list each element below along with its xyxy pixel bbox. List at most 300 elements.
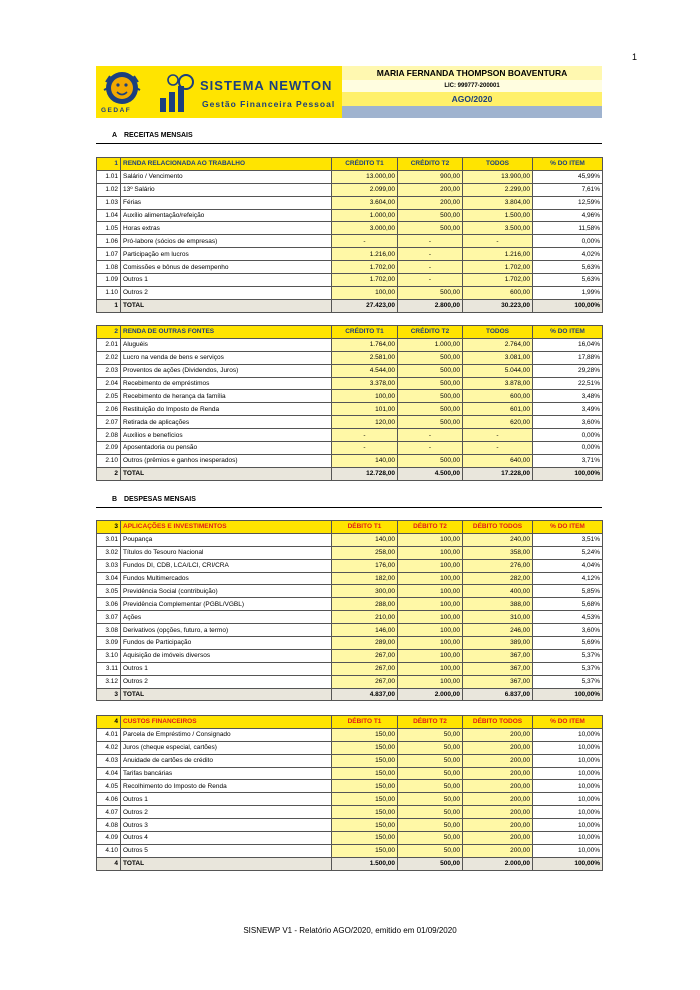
item-value: 267,00 (332, 675, 398, 688)
page-footer: SISNEWP V1 - Relatório AGO/2020, emitido em 01/09/2020 (243, 926, 457, 935)
item-code: 4.04 (97, 767, 121, 780)
item-percentage: 5,68% (533, 598, 603, 611)
income-work-table (96, 157, 603, 313)
item-value: 100,00 (398, 637, 463, 650)
item-percentage: 5,24% (533, 546, 603, 559)
header-banner (96, 66, 602, 118)
brand-block (96, 66, 342, 118)
item-percentage: 10,00% (533, 844, 603, 857)
item-value: 500,00 (398, 351, 463, 364)
table-row (97, 222, 603, 235)
table-row (97, 662, 603, 675)
item-value: - (463, 235, 533, 248)
item-percentage: 10,00% (533, 832, 603, 845)
owner-name: MARIA FERNANDA THOMPSON BOAVENTURA (342, 66, 602, 80)
item-value: 200,00 (463, 844, 533, 857)
section-b-heading (96, 496, 602, 508)
table-row (97, 442, 603, 455)
group-code: 4 (97, 716, 121, 729)
item-percentage: 3,49% (533, 403, 603, 416)
total-value: 2.000,00 (463, 857, 533, 870)
item-percentage: 10,00% (533, 793, 603, 806)
item-value: 150,00 (332, 780, 398, 793)
item-description: Ações (121, 611, 332, 624)
item-value: 200,00 (463, 767, 533, 780)
item-description: Outros 2 (121, 806, 332, 819)
item-value: 50,00 (398, 767, 463, 780)
total-percentage: 100,00% (533, 467, 603, 480)
item-code: 3.09 (97, 637, 121, 650)
lion-logo-icon (100, 70, 144, 112)
item-percentage: 12,59% (533, 196, 603, 209)
item-code: 4.02 (97, 741, 121, 754)
item-percentage: 5,69% (533, 637, 603, 650)
column-header: % DO ITEM (533, 521, 603, 534)
item-percentage: 10,00% (533, 819, 603, 832)
item-value: 3.081,00 (463, 351, 533, 364)
item-percentage: 3,71% (533, 454, 603, 467)
column-header: % DO ITEM (533, 158, 603, 171)
item-value: 1.702,00 (463, 274, 533, 287)
item-value: 5.044,00 (463, 364, 533, 377)
item-value: 267,00 (332, 662, 398, 675)
item-value: - (332, 442, 398, 455)
item-value: 150,00 (332, 806, 398, 819)
item-description: Horas extras (121, 222, 332, 235)
item-value: 200,00 (463, 754, 533, 767)
item-value: 200,00 (463, 793, 533, 806)
item-value: - (398, 235, 463, 248)
table-row (97, 728, 603, 741)
table-header-row (97, 521, 603, 534)
total-label: TOTAL (121, 467, 332, 480)
table-row (97, 649, 603, 662)
table-row (97, 274, 603, 287)
item-percentage: 5,37% (533, 675, 603, 688)
table-row (97, 767, 603, 780)
table-row (97, 611, 603, 624)
table-row (97, 819, 603, 832)
table-row (97, 844, 603, 857)
section-letter: A (112, 132, 118, 139)
item-code: 4.05 (97, 780, 121, 793)
item-value: 500,00 (398, 222, 463, 235)
item-description: Restituição do Imposto de Renda (121, 403, 332, 416)
total-value: 500,00 (398, 857, 463, 870)
item-value: 500,00 (398, 454, 463, 467)
table-row (97, 546, 603, 559)
table-row (97, 196, 603, 209)
table-row (97, 624, 603, 637)
item-value: 50,00 (398, 844, 463, 857)
column-header: TODOS (463, 326, 533, 339)
item-value: 101,00 (332, 403, 398, 416)
item-value: 600,00 (463, 390, 533, 403)
item-description: Auxílio alimentação/refeição (121, 209, 332, 222)
item-code: 2.04 (97, 377, 121, 390)
item-value: 200,00 (463, 728, 533, 741)
column-header: DÉBITO TODOS (463, 521, 533, 534)
total-value: 2.800,00 (398, 299, 463, 312)
license-number: LIC: 999777-200001 (342, 80, 602, 92)
item-code: 3.05 (97, 585, 121, 598)
item-value: 100,00 (398, 675, 463, 688)
item-percentage: 45,99% (533, 170, 603, 183)
group-code: 3 (97, 521, 121, 534)
item-value: 50,00 (398, 806, 463, 819)
item-code: 2.08 (97, 429, 121, 442)
section-title: DESPESAS MENSAIS (123, 496, 196, 503)
item-value: 50,00 (398, 741, 463, 754)
item-value: 100,00 (332, 390, 398, 403)
item-code: 4.06 (97, 793, 121, 806)
item-description: Juros (cheque especial, cartões) (121, 741, 332, 754)
item-value: 620,00 (463, 416, 533, 429)
item-value: 276,00 (463, 559, 533, 572)
item-code: 2.01 (97, 338, 121, 351)
item-value: - (398, 442, 463, 455)
item-value: 310,00 (463, 611, 533, 624)
item-value: 500,00 (398, 390, 463, 403)
item-value: 200,00 (398, 196, 463, 209)
item-value: 210,00 (332, 611, 398, 624)
group-title: APLICAÇÕES E INVESTIMENTOS (121, 521, 332, 534)
column-header: % DO ITEM (533, 326, 603, 339)
table-total-row (97, 688, 603, 701)
item-description: Participação em lucros (121, 248, 332, 261)
item-value: 100,00 (398, 559, 463, 572)
item-value: 100,00 (398, 662, 463, 675)
item-value: 1.702,00 (332, 261, 398, 274)
financial-costs-table (96, 715, 603, 871)
item-value: 388,00 (463, 598, 533, 611)
item-value: 50,00 (398, 780, 463, 793)
table-row (97, 454, 603, 467)
total-value: 4.837,00 (332, 688, 398, 701)
item-code: 2.10 (97, 454, 121, 467)
item-code: 3.04 (97, 572, 121, 585)
item-value: 100,00 (398, 611, 463, 624)
item-description: Outros 2 (121, 286, 332, 299)
item-value: 3.604,00 (332, 196, 398, 209)
item-value: 3.500,00 (463, 222, 533, 235)
item-value: 50,00 (398, 832, 463, 845)
item-description: Previdência Social (contribuição) (121, 585, 332, 598)
report-info-block (342, 66, 602, 118)
table-header-row (97, 716, 603, 729)
item-code: 1.08 (97, 261, 121, 274)
item-value: 50,00 (398, 728, 463, 741)
item-description: Aquisição de imóveis diversos (121, 649, 332, 662)
item-value: 200,00 (463, 741, 533, 754)
item-value: 4.544,00 (332, 364, 398, 377)
item-code: 3.01 (97, 533, 121, 546)
column-header: CRÉDITO T2 (398, 158, 463, 171)
table-row (97, 598, 603, 611)
column-header: CRÉDITO T1 (332, 326, 398, 339)
section-letter: B (112, 496, 118, 503)
item-value: 500,00 (398, 416, 463, 429)
item-percentage: 22,51% (533, 377, 603, 390)
item-value: 258,00 (332, 546, 398, 559)
item-percentage: 4,96% (533, 209, 603, 222)
item-percentage: 10,00% (533, 741, 603, 754)
item-percentage: 3,60% (533, 624, 603, 637)
item-value: 400,00 (463, 585, 533, 598)
item-value: 1.216,00 (332, 248, 398, 261)
total-value: 27.423,00 (332, 299, 398, 312)
total-value: 12.728,00 (332, 467, 398, 480)
item-description: Títulos do Tesouro Nacional (121, 546, 332, 559)
item-value: 1.216,00 (463, 248, 533, 261)
item-percentage: 10,00% (533, 806, 603, 819)
item-code: 4.08 (97, 819, 121, 832)
item-value: 288,00 (332, 598, 398, 611)
table-total-row (97, 467, 603, 480)
column-header: DÉBITO T1 (332, 716, 398, 729)
item-percentage: 4,12% (533, 572, 603, 585)
item-value: - (398, 261, 463, 274)
item-description: Recebimento de herança da família (121, 390, 332, 403)
item-value: 3.000,00 (332, 222, 398, 235)
item-percentage: 17,88% (533, 351, 603, 364)
item-description: Comissões e bônus de desempenho (121, 261, 332, 274)
item-value: 176,00 (332, 559, 398, 572)
item-percentage: 10,00% (533, 754, 603, 767)
item-value: 120,00 (332, 416, 398, 429)
item-value: 13.900,00 (463, 170, 533, 183)
item-value: 200,00 (463, 806, 533, 819)
total-label: TOTAL (121, 299, 332, 312)
item-value: 267,00 (332, 649, 398, 662)
item-value: 1.500,00 (463, 209, 533, 222)
item-description: Previdência Complementar (PGBL/VGBL) (121, 598, 332, 611)
table-row (97, 403, 603, 416)
item-code: 3.02 (97, 546, 121, 559)
item-value: 2.764,00 (463, 338, 533, 351)
item-code: 1.06 (97, 235, 121, 248)
item-value: 100,00 (398, 572, 463, 585)
item-value: 3.378,00 (332, 377, 398, 390)
item-code: 4.10 (97, 844, 121, 857)
item-value: 358,00 (463, 546, 533, 559)
item-description: Outros 4 (121, 832, 332, 845)
logo-caption: GEDAF (101, 107, 132, 114)
table-total-row (97, 857, 603, 870)
item-description: Outros 5 (121, 844, 332, 857)
total-value: 4.500,00 (398, 467, 463, 480)
item-description: Fundos de Participação (121, 637, 332, 650)
item-code: 4.07 (97, 806, 121, 819)
column-header: DÉBITO T2 (398, 716, 463, 729)
item-value: 150,00 (332, 844, 398, 857)
item-value: 50,00 (398, 754, 463, 767)
item-description: 13º Salário (121, 183, 332, 196)
item-code: 1.10 (97, 286, 121, 299)
item-percentage: 1,99% (533, 286, 603, 299)
item-value: 900,00 (398, 170, 463, 183)
group-title: RENDA DE OUTRAS FONTES (121, 326, 332, 339)
item-value: 640,00 (463, 454, 533, 467)
item-value: 2.299,00 (463, 183, 533, 196)
item-percentage: 0,00% (533, 235, 603, 248)
table-row (97, 248, 603, 261)
table-row (97, 351, 603, 364)
item-description: Outros 1 (121, 662, 332, 675)
item-value: 13.000,00 (332, 170, 398, 183)
table-row (97, 170, 603, 183)
item-description: Aluguéis (121, 338, 332, 351)
item-code: 4.03 (97, 754, 121, 767)
item-value: 1.702,00 (463, 261, 533, 274)
total-percentage: 100,00% (533, 299, 603, 312)
table-row (97, 675, 603, 688)
table-row (97, 533, 603, 546)
table-row (97, 261, 603, 274)
item-value: 100,00 (398, 649, 463, 662)
total-label: TOTAL (121, 688, 332, 701)
total-label: TOTAL (121, 857, 332, 870)
item-description: Lucro na venda de bens e serviços (121, 351, 332, 364)
item-value: 200,00 (463, 819, 533, 832)
item-percentage: 16,04% (533, 338, 603, 351)
column-header: DÉBITO T2 (398, 521, 463, 534)
total-code: 1 (97, 299, 121, 312)
table-row (97, 429, 603, 442)
item-value: 500,00 (398, 377, 463, 390)
item-value: 367,00 (463, 649, 533, 662)
item-value: 500,00 (398, 209, 463, 222)
total-percentage: 100,00% (533, 688, 603, 701)
item-description: Fundos DI, CDB, LCA/LCI, CRI/CRA (121, 559, 332, 572)
group-code: 2 (97, 326, 121, 339)
item-value: 200,00 (398, 183, 463, 196)
item-description: Tarifas bancárias (121, 767, 332, 780)
item-code: 2.05 (97, 390, 121, 403)
total-value: 30.223,00 (463, 299, 533, 312)
item-value: 1.702,00 (332, 274, 398, 287)
item-value: 100,00 (398, 624, 463, 637)
item-percentage: 11,58% (533, 222, 603, 235)
total-value: 6.837,00 (463, 688, 533, 701)
table-row (97, 338, 603, 351)
item-value: 150,00 (332, 741, 398, 754)
item-value: 240,00 (463, 533, 533, 546)
item-value: 100,00 (398, 533, 463, 546)
item-percentage: 3,51% (533, 533, 603, 546)
item-description: Poupança (121, 533, 332, 546)
item-description: Aposentadoria ou pensão (121, 442, 332, 455)
item-value: 600,00 (463, 286, 533, 299)
item-description: Outros (prêmios e ganhos inesperados) (121, 454, 332, 467)
item-percentage: 4,02% (533, 248, 603, 261)
item-code: 2.07 (97, 416, 121, 429)
item-value: 3.804,00 (463, 196, 533, 209)
item-value: 300,00 (332, 585, 398, 598)
table-row (97, 286, 603, 299)
column-header: % DO ITEM (533, 716, 603, 729)
item-percentage: 5,37% (533, 649, 603, 662)
total-code: 2 (97, 467, 121, 480)
item-description: Derivativos (opções, futuro, a termo) (121, 624, 332, 637)
item-code: 1.09 (97, 274, 121, 287)
table-row (97, 806, 603, 819)
total-code: 3 (97, 688, 121, 701)
item-value: 601,00 (463, 403, 533, 416)
item-value: - (332, 235, 398, 248)
item-percentage: 3,60% (533, 416, 603, 429)
item-value: 1.000,00 (332, 209, 398, 222)
table-row (97, 416, 603, 429)
table-row (97, 780, 603, 793)
table-row (97, 235, 603, 248)
item-percentage: 5,63% (533, 274, 603, 287)
total-code: 4 (97, 857, 121, 870)
group-code: 1 (97, 158, 121, 171)
item-value: 1.000,00 (398, 338, 463, 351)
table-row (97, 183, 603, 196)
item-value: - (463, 442, 533, 455)
item-code: 1.02 (97, 183, 121, 196)
item-value: 246,00 (463, 624, 533, 637)
table-row (97, 754, 603, 767)
item-code: 3.07 (97, 611, 121, 624)
item-percentage: 0,00% (533, 429, 603, 442)
item-description: Proventos de ações (Dividendos, Juros) (121, 364, 332, 377)
item-code: 3.10 (97, 649, 121, 662)
item-value: 150,00 (332, 728, 398, 741)
table-total-row (97, 299, 603, 312)
item-percentage: 4,04% (533, 559, 603, 572)
item-value: 2.581,00 (332, 351, 398, 364)
item-value: - (398, 274, 463, 287)
item-description: Outros 1 (121, 793, 332, 806)
item-percentage: 0,00% (533, 442, 603, 455)
item-code: 3.11 (97, 662, 121, 675)
table-row (97, 572, 603, 585)
table-row (97, 793, 603, 806)
column-header: DÉBITO T1 (332, 521, 398, 534)
column-header: CRÉDITO T2 (398, 326, 463, 339)
item-description: Fundos Multimercados (121, 572, 332, 585)
item-description: Parcela de Empréstimo / Consignado (121, 728, 332, 741)
table-row (97, 390, 603, 403)
item-value: 200,00 (463, 832, 533, 845)
item-code: 1.04 (97, 209, 121, 222)
income-other-sources-table (96, 325, 603, 481)
table-row (97, 209, 603, 222)
item-description: Retirada de aplicações (121, 416, 332, 429)
item-code: 1.03 (97, 196, 121, 209)
item-value: 140,00 (332, 533, 398, 546)
item-code: 2.03 (97, 364, 121, 377)
column-header: CRÉDITO T1 (332, 158, 398, 171)
item-value: - (398, 248, 463, 261)
item-percentage: 5,85% (533, 585, 603, 598)
item-value: 1.764,00 (332, 338, 398, 351)
item-value: 140,00 (332, 454, 398, 467)
item-code: 4.09 (97, 832, 121, 845)
item-value: 367,00 (463, 662, 533, 675)
item-value: 182,00 (332, 572, 398, 585)
item-value: - (332, 429, 398, 442)
table-row (97, 377, 603, 390)
table-row (97, 364, 603, 377)
table-row (97, 741, 603, 754)
section-a-heading (96, 132, 602, 144)
item-value: 500,00 (398, 403, 463, 416)
item-value: 100,00 (332, 286, 398, 299)
